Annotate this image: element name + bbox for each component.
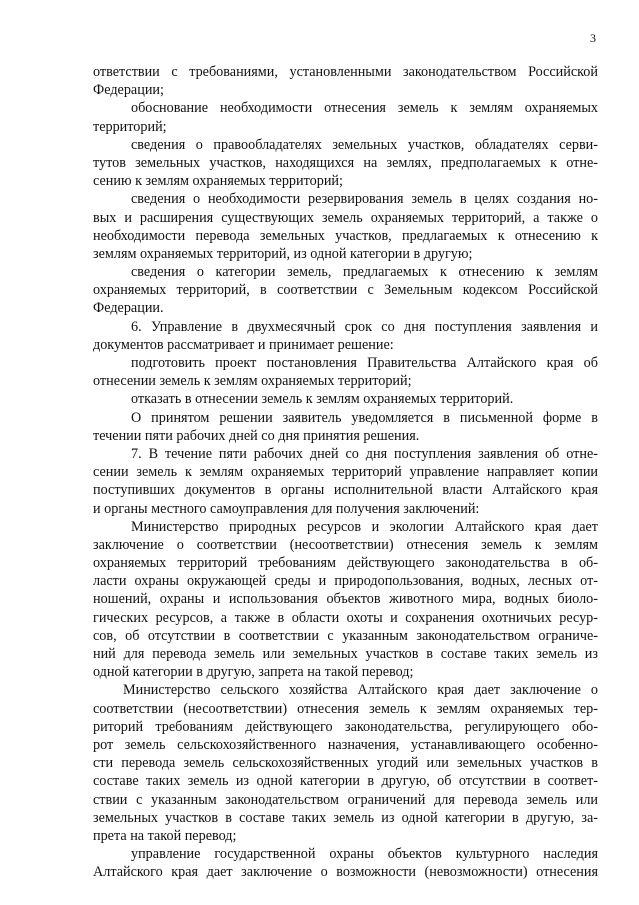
text-line: охраняемых территорий, в соответствии с Земельным кодексом Российской [93,282,598,299]
text-line: одной категории в другую, запрета на такой перевод; [93,664,414,681]
text-line: тутов земельных участков, находящихся на землях, предполагаемых к отне- [93,154,598,171]
text-line: гических ресурсов, а также в области охоты и сохранения охотничьих ресур- [93,609,598,626]
text-line: сти перевода земель сельскохозяйственных угодий или земельных участков в [93,755,598,772]
text-line: О принятом решении заявитель уведомляется в письменной форме в [131,409,598,426]
text-line: риторий требованиям действующего законодательства, регулирующего обо- [93,718,598,735]
text-line: Федерации; [93,82,164,99]
text-line: сению к землям охраняемых территорий; [93,173,343,190]
text-line: поступивших документов в органы исполнительной власти Алтайского края [93,482,598,499]
text-line: сении земель к землям охраняемых территорий управление направляет копии [93,464,598,481]
text-line: соответствии (несоответствии) отнесения земель к землям охраняемых тер- [93,700,598,717]
text-line: прета на такой перевод; [93,827,237,844]
text-line: документов рассматривает и принимает решение: [93,336,394,353]
text-line: сведения о категории земель, предлагаемых к отнесению к землям [131,264,598,281]
text-line: сведения о необходимости резервирования земель в целях создания но- [131,191,598,208]
text-line: обоснование необходимости отнесения земель к землям охраняемых [131,100,598,117]
text-line: отказать в отнесении земель к землям охраняемых территорий. [131,391,514,408]
text-line: Министерство сельского хозяйства Алтайского края дает заключение о [123,682,598,699]
text-line: ответствии с требованиями, установленными законодательством Российской [93,64,598,80]
page-number: 3 [590,31,596,45]
text-line: Министерство природных ресурсов и экологии Алтайского края дает [131,518,598,535]
text-line: заключение о соответствии (несоответствии) отнесения земель к землям [93,536,598,553]
text-line: управление государственной охраны объектов культурного наследия [131,846,598,863]
text-line: Алтайского края дает заключение о возможности (невозможности) отнесения [93,864,598,881]
text-line: сов, об отсутствии в соответствии с указанным законодательством ограниче- [93,627,598,644]
text-line: составе таких земель из одной категории в другую, об отсутствии в соответ- [93,773,598,790]
document-body [93,63,598,881]
text-line: территорий; [93,118,167,135]
text-line: охраняемых территорий требованиям действующего законодательства в об- [93,555,598,572]
text-line: 6. Управление в двухмесячный срок со дня поступления заявления и [131,318,598,335]
text-line: ласти охраны окружающей среды и природопользования, водных, лесных от- [93,573,598,590]
text-line: отнесении земель к землям охраняемых территорий; [93,373,412,390]
text-line: подготовить проект постановления Правительства Алтайского края об [131,355,598,371]
text-line: землям охраняемых территорий, из одной категории в другую; [93,245,473,262]
text-line: течении пяти рабочих дней со дня принятия решения. [93,427,420,444]
text-line: сведения о правообладателях земельных участков, обладателях серви- [131,136,598,153]
text-line: вых и расширения существующих земель охраняемых территорий, а также о [93,209,598,226]
text-line: рот земель сельскохозяйственного назначения, устанавливающего особенно- [93,736,598,753]
text-line: ношений, охраны и использования объектов животного мира, водных биоло- [93,591,598,608]
text-line: ствии с указанным законодательством ограничений для перевода земель или [93,791,598,808]
text-line: 7. В течение пяти рабочих дней со дня поступления заявления об отне- [131,445,598,462]
text-line: земельных участков в составе таких земель из одной категории в другую, за- [93,809,598,826]
text-line: Федерации. [93,300,164,317]
text-line: ний для перевода земель или земельных участков в составе таких земель из [93,646,598,662]
text-line: необходимости перевода земельных участков, предлагаемых к отнесению к [93,227,598,244]
text-line: и органы местного самоуправления для получения заключений: [93,500,480,517]
